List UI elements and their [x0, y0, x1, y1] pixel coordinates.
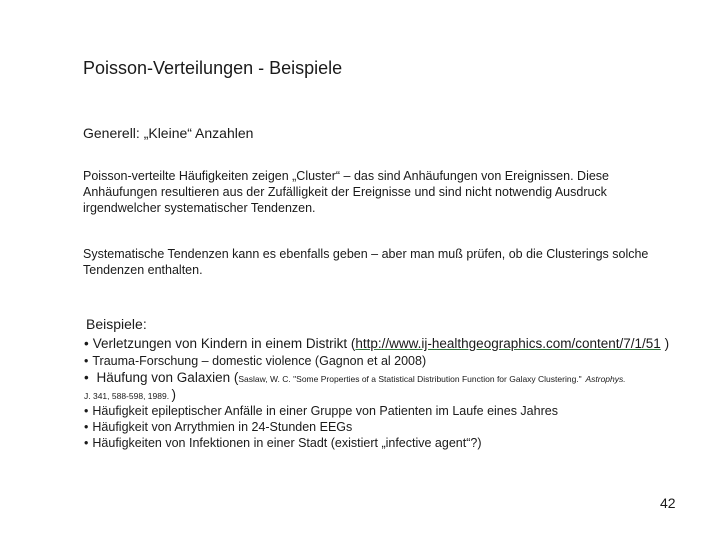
paragraph-systematic-tendencies: Systematische Tendenzen kann es ebenfalls geben – aber man muß prüfen, ob die Clusterings solche Tendenzen enthalten. [83, 247, 649, 277]
bullet-icon: • [84, 404, 89, 418]
examples-label: Beispiele: [86, 316, 147, 332]
list-item [84, 403, 709, 419]
list-item [84, 369, 709, 388]
item-text: Häufigkeit von Arrythmien in 24-Stunden EEGs [92, 420, 353, 434]
bullet-icon: • [84, 436, 89, 450]
item-text-suffix: ) [660, 336, 670, 351]
bullet-icon: • [84, 420, 89, 434]
slide-subtitle: Generell: „Kleine“ Anzahlen [83, 125, 254, 141]
list-item [84, 335, 709, 353]
item-close-paren: ) [171, 387, 176, 402]
page-number: 42 [660, 495, 676, 511]
item-text: Häufigkeiten von Infektionen in einer Stadt (existiert „infective agent“?) [92, 436, 482, 450]
bullet-icon: • [84, 354, 89, 368]
healthgeographics-link[interactable]: http://www.ij-healthgeographics.com/content/7/1/51 [355, 336, 661, 351]
galaxy-reference: Saslaw, W. C. "Some Properties of a Statistical Distribution Function for Galaxy Clustering." [238, 374, 582, 384]
item-text: Häufigkeit epileptischer Anfälle in einer Gruppe von Patienten im Laufe eines Jahres [92, 404, 558, 418]
list-item-continuation [84, 388, 709, 403]
item-text: Häufung von Galaxien ( [96, 370, 239, 385]
list-item [84, 419, 709, 435]
list-item [84, 435, 709, 451]
examples-list [84, 335, 709, 451]
slide-title: Poisson-Verteilungen - Beispiele [83, 58, 343, 78]
bullet-icon: • [84, 336, 89, 351]
bullet-icon: • [84, 370, 89, 385]
journal-name: Astrophys. [585, 374, 626, 384]
list-item [84, 353, 709, 369]
item-text: Trauma-Forschung – domestic violence (Gagnon et al 2008) [92, 354, 427, 368]
item-text: Verletzungen von Kindern in einem Distrikt ( [92, 336, 356, 351]
paragraph-cluster-explanation: Poisson-verteilte Häufigkeiten zeigen „Cluster“ – das sind Anhäufungen von Ereignissen. Diese Anhäufungen resultieren aus der Zufälligkeit der Ereignisse und sind nicht notwendig Ausdruck irgendwelcher systematischer Tendenzen. [83, 169, 609, 215]
reference-continuation: J. 341, 588-598, 1989. [84, 391, 170, 401]
